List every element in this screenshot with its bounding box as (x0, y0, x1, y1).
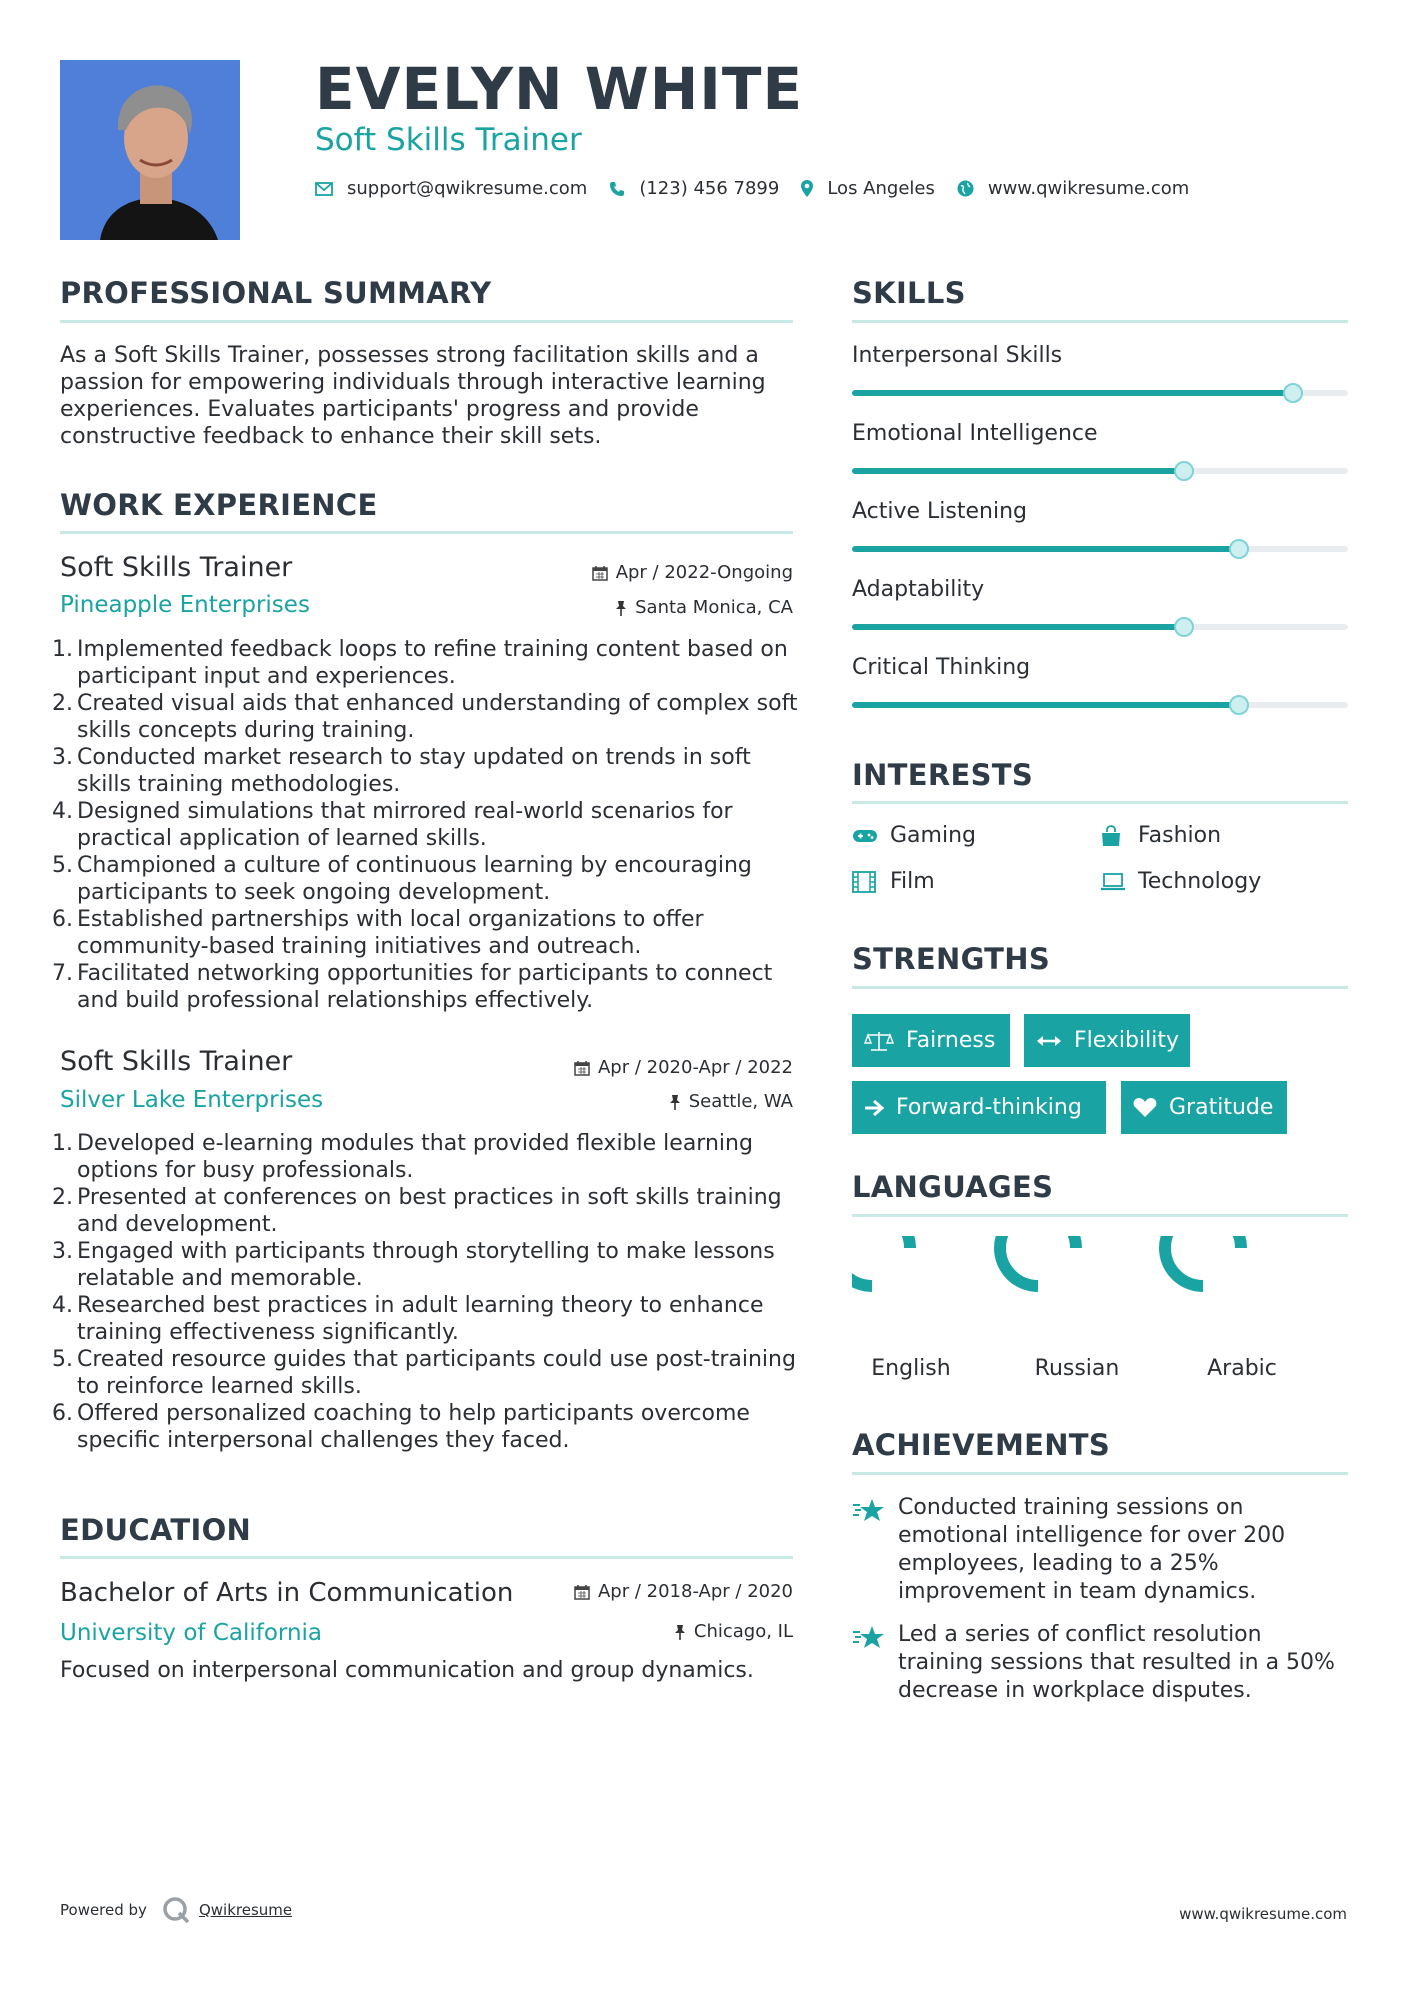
skill-bar-knob (1229, 539, 1249, 559)
strength-label: Flexibility (1074, 1028, 1179, 1053)
job-location-text: Santa Monica, CA (635, 597, 793, 618)
achievement-text: Conducted training sessions on emotional intelligence for over 200 employees, leading to a 25% improvement in team dynamics. (898, 1495, 1286, 1604)
contact-email[interactable]: support@qwikresume.com (347, 178, 588, 199)
interest-item (852, 869, 935, 894)
interests-divider (852, 801, 1348, 804)
job-location (520, 597, 793, 618)
skill-bar (852, 624, 1348, 630)
globe-icon (957, 180, 974, 197)
film-icon (852, 871, 880, 893)
language-ring-track (1203, 1248, 1279, 1324)
list-item: Engaged with participants through storytelling to make lessons relatable and memorable. (77, 1239, 775, 1291)
footer-website[interactable]: www.qwikresume.com (1179, 1905, 1347, 1923)
contact-bar (315, 178, 1211, 199)
skill-bar (852, 468, 1348, 474)
strength-chip (852, 1081, 1106, 1134)
laptop-icon (1100, 872, 1128, 892)
list-item: Presented at conferences on best practices in soft skills training and development. (77, 1185, 782, 1237)
skill-name: Interpersonal Skills (852, 343, 1063, 368)
language-rings (852, 1236, 1348, 1346)
shopping-bag-icon (1100, 825, 1128, 847)
footer-powered-by (60, 1895, 292, 1925)
education-dates (540, 1581, 793, 1602)
list-item: Facilitated networking opportunities for participants to connect and build professional relationships effectively. (77, 961, 773, 1013)
calendar-icon (592, 565, 608, 581)
strength-label: Forward-thinking (896, 1095, 1082, 1120)
education-heading: EDUCATION (60, 1513, 252, 1547)
summary-heading: PROFESSIONAL SUMMARY (60, 276, 492, 310)
language-label: Arabic (1207, 1356, 1277, 1381)
strength-chip (1024, 1014, 1190, 1067)
skill-bar-knob (1229, 695, 1249, 715)
arrow-right-icon (864, 1099, 884, 1117)
skill-bar-knob (1174, 617, 1194, 637)
education-divider (60, 1556, 793, 1559)
candidate-name: EVELYN WHITE (315, 55, 804, 123)
job-dates-text: Apr / 2020-Apr / 2022 (597, 1057, 793, 1078)
pushpin-icon (674, 1624, 686, 1640)
strengths-divider (852, 986, 1348, 989)
map-pin-icon (801, 180, 813, 197)
contact-location: Los Angeles (827, 178, 935, 199)
calendar-icon (574, 1060, 590, 1076)
skill-name: Active Listening (852, 499, 1028, 524)
experience-divider (60, 531, 793, 534)
interest-label: Film (890, 869, 935, 894)
list-item: Established partnerships with local organizations to offer community-based training initiatives and outreach. (77, 907, 704, 959)
achievement-text: Led a series of conflict resolution training sessions that resulted in a 50% decrease in workplace disputes. (898, 1622, 1335, 1703)
calendar-icon (574, 1584, 590, 1600)
pushpin-icon (615, 600, 627, 616)
job-location (520, 1091, 793, 1112)
education-location-text: Chicago, IL (693, 1621, 793, 1642)
strengths-heading: STRENGTHS (852, 942, 1051, 976)
languages-heading: LANGUAGES (852, 1170, 1054, 1204)
skill-bar-knob (1283, 383, 1303, 403)
list-item: Championed a culture of continuous learning by encouraging participants to seek ongoing development. (77, 853, 752, 905)
list-item: Designed simulations that mirrored real-world scenarios for practical application of learned skills. (77, 799, 733, 851)
skill-bar-fill (852, 624, 1184, 630)
job-dates-text: Apr / 2022-Ongoing (615, 562, 793, 583)
job-title: Soft Skills Trainer (60, 552, 293, 583)
arrows-horizontal-icon (1036, 1034, 1062, 1048)
email-icon (315, 182, 333, 196)
skill-bar-fill (852, 468, 1184, 474)
qwikresume-logo-icon (161, 1895, 191, 1925)
candidate-title: Soft Skills Trainer (315, 122, 582, 158)
interest-item (1100, 823, 1221, 848)
powered-by-label: Powered by (60, 1901, 147, 1919)
achievement-item (852, 1621, 1342, 1705)
list-item: Conducted market research to stay updated on trends in soft skills training methodologies. (77, 745, 751, 797)
gamepad-icon (852, 828, 880, 844)
company-name: Silver Lake Enterprises (60, 1087, 324, 1113)
strength-chip (1121, 1081, 1287, 1134)
skill-name: Critical Thinking (852, 655, 1031, 680)
interest-item (1100, 869, 1261, 894)
achievements-divider (852, 1472, 1348, 1475)
interest-item (852, 823, 976, 848)
list-item: Offered personalized coaching to help participants overcome specific interpersonal challenges they faced. (77, 1401, 750, 1453)
language-ring-track (1038, 1248, 1114, 1324)
skill-bar-fill (852, 546, 1239, 552)
balance-scale-icon (864, 1030, 894, 1052)
skill-bar-fill (852, 702, 1239, 708)
language-label: Russian (1034, 1356, 1120, 1381)
degree-title: Bachelor of Arts in Communication (60, 1578, 514, 1608)
list-item: Developed e-learning modules that provided flexible learning options for busy professionals. (77, 1131, 753, 1183)
education-location (540, 1621, 793, 1642)
language-ring-track (872, 1248, 948, 1324)
languages-divider (852, 1214, 1348, 1217)
education-description: Focused on interpersonal communication and group dynamics. (60, 1658, 754, 1683)
list-item: Researched best practices in adult learning theory to enhance training effectiveness significantly. (77, 1293, 764, 1345)
list-item: Created resource guides that participants could use post-training to reinforce learned skills. (77, 1347, 796, 1399)
list-item: Implemented feedback loops to refine training content based on participant input and experiences. (77, 637, 788, 689)
achievements-heading: ACHIEVEMENTS (852, 1428, 1111, 1462)
skill-bar (852, 546, 1348, 552)
job-responsibilities (60, 1130, 798, 1454)
language-label: English (871, 1356, 951, 1381)
skill-bar (852, 390, 1348, 396)
job-dates (520, 1057, 793, 1078)
job-location-text: Seattle, WA (688, 1091, 793, 1112)
interest-label: Gaming (890, 823, 976, 848)
achievement-item (852, 1494, 1342, 1606)
education-dates-text: Apr / 2018-Apr / 2020 (597, 1581, 793, 1602)
skill-bar-fill (852, 390, 1293, 396)
company-name: Pineapple Enterprises (60, 592, 310, 618)
skill-bar-knob (1174, 461, 1194, 481)
shooting-star-icon (852, 1621, 886, 1705)
skill-name: Adaptability (852, 577, 985, 602)
skills-heading: SKILLS (852, 276, 966, 310)
job-title: Soft Skills Trainer (60, 1046, 293, 1077)
heart-icon (1133, 1097, 1157, 1118)
interest-label: Fashion (1138, 823, 1222, 848)
job-responsibilities (60, 636, 798, 1014)
school-name: University of California (60, 1620, 323, 1646)
list-item: Created visual aids that enhanced understanding of complex soft skills concepts during training. (77, 691, 798, 743)
strength-label: Fairness (906, 1028, 996, 1053)
interest-label: Technology (1138, 869, 1262, 894)
experience-heading: WORK EXPERIENCE (60, 488, 378, 522)
strength-chip (852, 1014, 1010, 1067)
summary-divider (60, 320, 793, 323)
shooting-star-icon (852, 1494, 886, 1606)
phone-icon (609, 181, 625, 197)
qwikresume-link[interactable]: Qwikresume (198, 1901, 293, 1919)
summary-text: As a Soft Skills Trainer, possesses strong facilitation skills and a passion for empowering individuals through interactive learning experiences. Evaluates participants' progress and provide constructive feedback to enhance their skill sets. (60, 343, 766, 449)
strength-label: Gratitude (1169, 1095, 1274, 1120)
skills-divider (852, 320, 1348, 323)
pushpin-icon (669, 1094, 681, 1110)
contact-website[interactable]: www.qwikresume.com (987, 178, 1190, 199)
job-dates (520, 562, 793, 583)
interests-heading: INTERESTS (852, 758, 1034, 792)
profile-photo (60, 60, 240, 240)
skill-bar (852, 702, 1348, 708)
skill-name: Emotional Intelligence (852, 421, 1098, 446)
contact-phone[interactable]: (123) 456 7899 (639, 178, 780, 199)
